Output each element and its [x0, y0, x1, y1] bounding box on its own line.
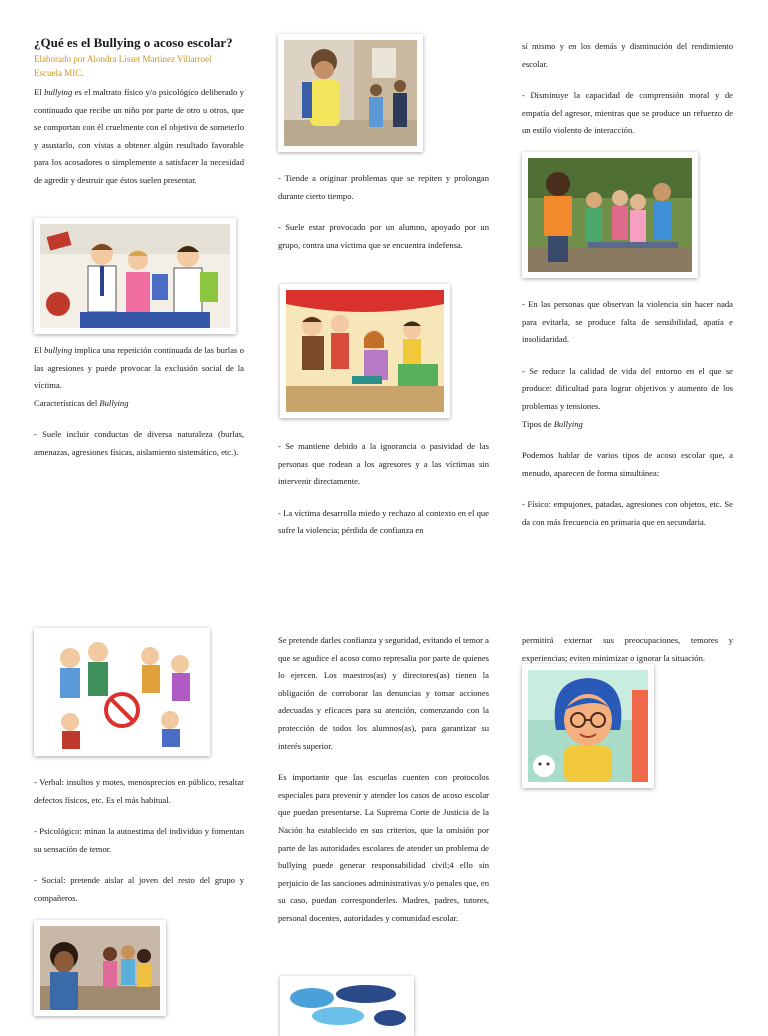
- bullies-cartoon-image: [40, 224, 230, 328]
- paragraph-char-5: - La víctima desarrolla miedo y rechazo al contexto en el que sufre la violencia; pérdida de confianza en: [278, 507, 489, 536]
- paragraph-type-physical: - Físico: empujones, patadas, agresiones con objetos, etc. Se da con más frecuencia en primaria que en secundaria.: [522, 499, 733, 527]
- speech-bubbles-image: [286, 982, 408, 1030]
- column-2: [278, 170, 489, 268]
- paragraph-char-1: - Suele incluir conductas de diversa naturaleza (burlas, amenazas, agresiones físicas, aislamiento sistemático, etc.).: [34, 429, 244, 457]
- paragraph-type-psychological: - Psicológico: minan la autoestima del individuo y fomentan su sensación de temor.: [34, 826, 244, 854]
- paragraph-char-7: - En las personas que observan la violencia sin hacer nada para evitarla, se produce falta de sensibilidad, apatía e insolidaridad.: [522, 299, 733, 345]
- text-emphasis: bullying: [43, 345, 73, 355]
- text-segment: Características del: [34, 397, 100, 408]
- illustration-girl-glasses: [522, 664, 654, 788]
- page-title: ¿Qué es el Bullying o acoso escolar?: [34, 35, 233, 50]
- classroom-cartoon-image: [286, 290, 444, 412]
- paragraph-char-6: - Disminuye la capacidad de comprensión moral y de empatía del agresor, mientras que se produce un refuerzo de un estilo violento de interacción.: [522, 90, 733, 136]
- sad-girl-photo-image: [284, 40, 417, 146]
- column-3-continued: [522, 296, 733, 546]
- paragraph-definition: [34, 84, 244, 190]
- column-1: [34, 36, 244, 204]
- photo-sad-girl: [278, 34, 423, 152]
- illustration-bullies: [34, 218, 236, 334]
- paragraph-protocols: Es importante que las escuelas cuenten con protocolos especiales para prevenir y atender los casos de acoso escolar que puedan presentarse. La Suprema Corte de Justicia de la Nación ha establecido en sus criterios, que la omisión por parte de las autoridades escolares de atender un problema de bullying puede generar responsabilidad civil;4 ello sin perjuicio de las sanciones administrativas y/o penales que, en su caso, puedan corresponderles. Madres, padres, tutores, personal docentes, autoridades y comunidad escolar.: [278, 772, 489, 923]
- paragraph-repetition: [34, 342, 244, 395]
- author-line: [34, 52, 244, 80]
- text-emphasis: bullying: [44, 87, 73, 97]
- paragraph-confidence: Se pretende darles confianza y seguridad, evitando el temor a que se agudice el acoso como represalia por parte de quienes lo ejercen. Los maestros(as) y directores(as) tienen la obligación de corroborar las denuncias y tomar acciones adecuadas y eficaces para su atención, comenzando con la protección de todos los alumnos(as), para garantizar su interés superior.: [278, 635, 489, 751]
- illustration-classroom: [280, 284, 450, 418]
- author-school: Escuela MIC.: [34, 68, 84, 78]
- text-segment: implica una repetición continuada de las burlas o las agresiones y puede provocar la exclusión social de la víctima.: [34, 345, 244, 391]
- text-segment: El: [34, 87, 45, 97]
- heading-types: [522, 416, 733, 434]
- text-segment: Tipos de: [522, 418, 554, 429]
- paragraph-char-8: - Se reduce la calidad de vida del entorno en el que se produce: dificultad para lograr objetivos y aumento de los problemas y tensiones.: [522, 365, 733, 411]
- column-5: [278, 632, 489, 942]
- kids-group-photo-image: [528, 158, 692, 272]
- text-segment: El: [34, 345, 44, 355]
- verbal-bullying-cartoon-image: [40, 634, 204, 750]
- paragraph-types-intro: Podemos hablar de varios tipos de acoso escolar que, a menudo, aparecen de forma simultánea:: [522, 450, 733, 478]
- paragraph-type-verbal: - Verbal: insultos y motes, menosprecios en público, resaltar defectos físicos, etc. Es el más habitual.: [34, 777, 244, 805]
- photo-excluded-girl: [34, 920, 166, 1016]
- paragraph-advice: permitirá externar sus preocupaciones, temores y experiencias; eviten minimizar o ignorar la situación.: [522, 635, 733, 663]
- heading-characteristics: [34, 395, 244, 413]
- girl-glasses-cartoon-image: [528, 670, 648, 782]
- excluded-girl-photo-image: [40, 926, 160, 1010]
- text-emphasis: Bullying: [99, 397, 129, 408]
- text-segment: es el maltrato físico y/o psicológico deliberado y continuado que recibe un niño por parte de otro u otros, que se comportan con él cruelmente con el objetivo de someterlo y asustarlo, con vistas a obtener algún resultado favorable para los acosadores o simplemente a satisfacer la necesidad de agredir y destruir que éstos suelen presentar.: [34, 87, 244, 185]
- paragraph-char-4: - Se mantiene debido a la ignorancia o pasividad de las personas que rodean a los agresores y a las víctimas sin intervenir directamente.: [278, 441, 489, 487]
- illustration-verbal-bullying: [34, 628, 210, 756]
- column-2-continued: [278, 438, 489, 554]
- paragraph-type-social: - Social: pretende aislar al joven del resto del grupo y compañeros.: [34, 875, 244, 903]
- column-4: [34, 774, 244, 922]
- column-1-continued: [34, 342, 244, 476]
- illustration-speech-bubbles: [280, 976, 414, 1036]
- paragraph-char-2: - Tiende a originar problemas que se repiten y prolongan durante cierto tiempo.: [278, 173, 489, 201]
- paragraph-char-3: - Suele estar provocado por un alumno, apoyado por un grupo, contra una víctima que se encuentra indefensa.: [278, 222, 489, 250]
- author-name: Elaborado por Alondra Lisset Martínez Villarroel: [34, 54, 212, 64]
- paragraph-char-5-cont: sí mismo y en los demás y disminución del rendimiento escolar.: [522, 41, 733, 69]
- column-3: [522, 38, 733, 154]
- text-emphasis: Bullying: [553, 418, 583, 429]
- photo-kids-group: [522, 152, 698, 278]
